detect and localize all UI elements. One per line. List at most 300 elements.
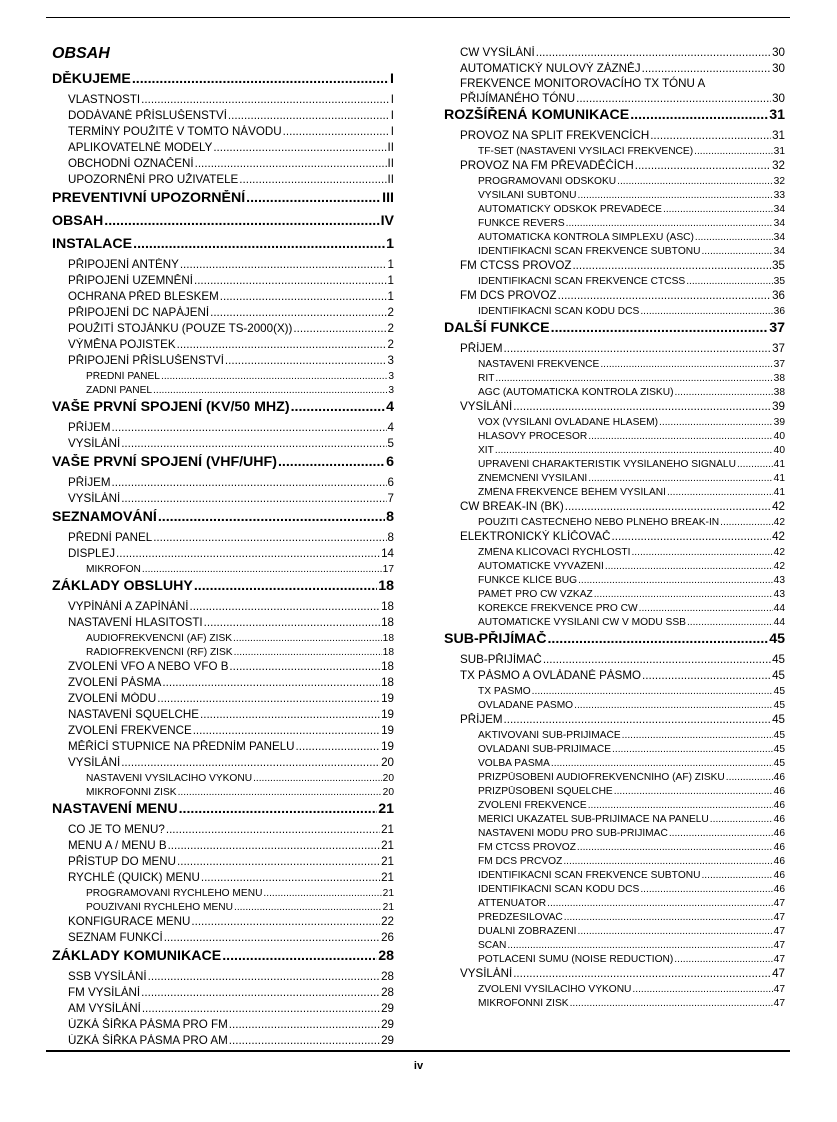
toc-leader-dots [278, 454, 385, 470]
toc-entry-title: FM DCS PRCVOZ [478, 856, 563, 868]
toc-entry-automaticky-odskok-prevadece[interactable] [444, 204, 785, 215]
toc-leader-dots [296, 740, 381, 753]
toc-leader-dots [565, 500, 771, 513]
toc-entry-title: AM VYSÍLÁNÍ [68, 1001, 141, 1015]
toc-leader-dots [612, 530, 772, 543]
toc-leader-dots [191, 915, 380, 928]
toc-entry-dodavane-prislusenstvi[interactable] [52, 109, 394, 122]
toc-page-number: 21 [381, 870, 394, 884]
toc-leader-dots [630, 107, 768, 123]
toc-leader-dots [180, 258, 387, 271]
toc-entry-znemcneni-vysilani[interactable] [444, 473, 785, 484]
toc-leader-dots [642, 669, 771, 682]
toc-entry-aktivovani-sub-prijimace[interactable] [444, 730, 785, 741]
toc-leader-dots [133, 236, 385, 252]
toc-page-number: 34 [773, 204, 785, 216]
toc-page-number: 34 [773, 246, 785, 258]
toc-entry-title: FUNKCE KLÍČE BUG [478, 575, 578, 587]
toc-entry-title: VÝMĚNA POJISTEK [68, 337, 176, 351]
toc-entry-title: VOX (VYSÍLÁNÍ OVLÁDANÉ HLASEM) [478, 417, 659, 429]
toc-entry-seznamovani[interactable] [52, 509, 394, 525]
toc-entry-title: ROZŠÍŘENÁ KOMUNIKACE [444, 107, 630, 124]
toc-entry-predzesilovac[interactable] [444, 912, 785, 923]
toc-page-number: 32 [772, 158, 785, 172]
toc-leader-dots [177, 338, 387, 351]
toc-page-number: 41 [773, 459, 785, 471]
toc-entry-title: POTLAČENÍ ŠUMU (NOISE REDUCTION) [478, 954, 674, 966]
toc-entry-korekce-frekvence-pro-cw[interactable] [444, 603, 785, 614]
toc-entry-sub-prijimac[interactable] [444, 631, 785, 647]
toc-entry-title: ÚZKÁ ŠÍŘKA PÁSMA PRO FM [68, 1017, 228, 1031]
toc-leader-dots [253, 773, 382, 784]
toc-entry-pouzivani-rychleho-menu[interactable] [52, 902, 394, 913]
toc-entry-pamet-pro-cw-vzkaz[interactable] [444, 589, 785, 600]
toc-entry-merici-stupnice-na-prednim-panelu[interactable] [52, 740, 394, 753]
toc-entry-am-vysilani[interactable] [52, 1002, 394, 1015]
toc-entry-obsah[interactable] [52, 213, 394, 229]
toc-page-number: 38 [773, 373, 785, 385]
toc-leader-dots [667, 487, 773, 498]
toc-entry-nastaveni-vysilaciho-vykonu[interactable] [52, 773, 394, 784]
toc-leader-dots [578, 190, 773, 201]
toc-entry-title: AUTOMATICKÝ ODSKOK PŘEVADĚČE [478, 204, 662, 216]
toc-page-number: 14 [381, 546, 394, 560]
toc-entry-nastaveni-frekvence[interactable] [444, 359, 785, 370]
toc-page-number: 46 [773, 828, 785, 840]
toc-leader-dots [164, 931, 380, 944]
toc-leader-dots [222, 948, 377, 964]
toc-leader-dots [594, 589, 773, 600]
toc-leader-dots [200, 708, 380, 721]
toc-entry-identifikacni-scan-frekvence-subtonu[interactable] [444, 246, 785, 257]
page-number: iv [413, 1060, 424, 1072]
toc-entry-identifikacni-scan-frekvence-ctcss[interactable] [444, 276, 785, 287]
toc-entry-frekvence-monitorovaciho-tx-tonu-a[interactable] [444, 77, 785, 106]
toc-page-number: 41 [773, 487, 785, 499]
toc-page-number: III [382, 190, 394, 207]
toc-leader-dots [229, 1018, 380, 1031]
toc-leader-dots [536, 46, 771, 59]
toc-entry-fm-ctcss-provoz[interactable] [444, 842, 785, 853]
toc-entry-title: MIKROFON [86, 564, 141, 576]
toc-entry-automaticke-vyvazeni[interactable] [444, 561, 785, 572]
toc-entry-title: DODÁVANÉ PŘÍSLUŠENSTVÍ [68, 108, 227, 122]
toc-page-number: 42 [773, 517, 785, 529]
toc-entry-dalsi-funkce[interactable] [444, 320, 785, 336]
toc-entry-scan[interactable] [444, 940, 785, 951]
toc-page-number: 46 [773, 884, 785, 896]
toc-entry-prizpusobeni-squelche[interactable] [444, 786, 785, 797]
toc-entry-vypinani-a-zapinani[interactable] [52, 600, 394, 613]
toc-entry-predni-panel[interactable] [52, 531, 394, 544]
toc-page-number: 47 [773, 912, 785, 924]
toc-entry-automaticky-nulovy-zaznej[interactable] [444, 62, 785, 75]
toc-entry-automaticke-vysilani-cw-v-modu-ssb[interactable] [444, 617, 785, 628]
toc-entry-pripojeni-uzemneni[interactable] [52, 274, 394, 287]
toc-entry-nastaveni-menu[interactable] [52, 801, 394, 817]
toc-entry-prizpusobeni-audiofrekvencniho-af-zisku[interactable] [444, 772, 785, 783]
toc-page-number: 1 [387, 289, 394, 303]
toc-page-number: 35 [773, 276, 785, 288]
toc-entry-preventivni-upozorneni[interactable] [52, 190, 394, 206]
toc-leader-dots [246, 190, 381, 206]
toc-entry-title: AUTOMATICKÁ KONTROLA SIMPLEXU (ASC) [478, 232, 694, 244]
toc-entry-zvoleni-pasma[interactable] [52, 676, 394, 689]
toc-leader-dots [640, 884, 772, 895]
toc-page-number: 8 [387, 530, 394, 544]
toc-entry-pouziti-castecneho-nebo-plneho-break-in[interactable] [444, 517, 785, 528]
toc-entry-title: MIKROFONNÍ ZISK [86, 787, 177, 799]
toc-entry-hlasovy-procesor[interactable] [444, 431, 785, 442]
toc-leader-dots [720, 517, 773, 528]
toc-entry-fm-vysilani[interactable] [52, 986, 394, 999]
toc-page-number: 42 [773, 547, 785, 559]
toc-leader-dots [229, 1034, 380, 1047]
toc-entry-cw-break-in-bk[interactable] [444, 500, 785, 513]
toc-entry-title: PŘIPOJENÍ DC NAPÁJENÍ [68, 305, 210, 319]
toc-entry-title: SUB-PŘIJÍMAČ [444, 631, 547, 648]
toc-entry-title: AUTOMATICKÉ VYVÁŽENÍ [478, 561, 604, 573]
toc-entry-title: ZVOLENÍ FREKVENCE [68, 723, 192, 737]
toc-entry-title: RADIOFREKVENČNÍ (RF) ZISK [86, 647, 233, 659]
toc-entry-dekujeme[interactable] [52, 71, 394, 87]
toc-entry-identifikacni-scan-kodu-dcs[interactable] [444, 884, 785, 895]
toc-leader-dots [234, 902, 382, 913]
toc-entry-title: ZVOLENÍ FREKVENCE [478, 800, 587, 812]
toc-entry-provoz-na-fm-prevadecich[interactable] [444, 159, 785, 172]
toc-page-number: 46 [773, 800, 785, 812]
toc-page-number: 20 [382, 773, 394, 785]
toc-entry-zvoleni-frekvence[interactable] [52, 724, 394, 737]
toc-entry-fm-dcs-prcvoz[interactable] [444, 856, 785, 867]
top-rule [46, 17, 790, 18]
toc-entry-nastaveni-modu-pro-sub-prijimac[interactable] [444, 828, 785, 839]
toc-entry-title: ZVOLENÍ VFO A NEBO VFO B [68, 659, 229, 673]
toc-entry-vysilani-subtonu[interactable] [444, 190, 785, 201]
toc-leader-dots [162, 676, 380, 689]
toc-entry-cw-vysilani[interactable] [444, 46, 785, 59]
toc-entry-zmena-frekvence-behem-vysilani[interactable] [444, 487, 785, 498]
toc-entry-attenuator[interactable] [444, 898, 785, 909]
toc-page-number: 19 [381, 691, 394, 705]
toc-entry-identifikacni-scan-frekvence-subtonu[interactable] [444, 870, 785, 881]
toc-entry-fm-dcs-provoz[interactable] [444, 289, 785, 302]
toc-leader-dots [291, 399, 386, 415]
toc-entry-programovani-odskoku[interactable] [444, 176, 785, 187]
toc-entry-title: MĚŘÍCÍ UKAZATEL SUB-PŘIJÍMAČE NA PANELU [478, 814, 709, 826]
toc-page-number: 47 [773, 998, 785, 1010]
toc-entry-displej[interactable] [52, 547, 394, 560]
toc-entry-rychle-quick-menu[interactable] [52, 871, 394, 884]
toc-entry-upraveni-charakteristik-vysilaneho-signalu[interactable] [444, 459, 785, 470]
toc-leader-dots [572, 259, 771, 272]
toc-page-number: 42 [773, 561, 785, 573]
toc-entry-title: VYSÍLÁNÍ SUBTÓNU [478, 190, 577, 202]
toc-entry-vase-prvni-spojeni-vhf-uhf[interactable] [52, 454, 394, 470]
toc-entry-title: ZMĚNA FREKVENCE BĚHEM VYSÍLÁNÍ [478, 487, 666, 499]
toc-entry-dualni-zobrazeni[interactable] [444, 926, 785, 937]
toc-entry-konfigurace-menu[interactable] [52, 915, 394, 928]
toc-page-number: 46 [773, 786, 785, 798]
toc-entry-agc-automaticka-kontrola-zisku[interactable] [444, 387, 785, 398]
toc-entry-tf-set-nastaveni-vysilaci-frekvence[interactable] [444, 146, 785, 157]
toc-entry-programovani-rychleho-menu[interactable] [52, 888, 394, 899]
toc-leader-dots [158, 509, 385, 525]
toc-entry-vysilani[interactable] [52, 492, 394, 505]
toc-page-number: 21 [381, 822, 394, 836]
toc-leader-dots [588, 473, 772, 484]
toc-entry-upozorneni-pro-uzivatele[interactable] [52, 173, 394, 186]
toc-entry-zvoleni-modu[interactable] [52, 692, 394, 705]
toc-entry-ochrana-pred-bleskem[interactable] [52, 290, 394, 303]
toc-leader-dots [669, 828, 773, 839]
toc-entry-audiofrekvencni-af-zisk[interactable] [52, 633, 394, 644]
toc-entry-title: FM CTCSS PROVOZ [460, 258, 572, 272]
toc-leader-dots [687, 617, 773, 628]
toc-entry-uzka-sirka-pasma-pro-fm[interactable] [52, 1018, 394, 1031]
toc-page-number: 45 [773, 758, 785, 770]
toc-entry-co-je-to-menu[interactable] [52, 823, 394, 836]
toc-page-number: 7 [387, 491, 394, 505]
toc-entry-title: VYSÍLÁNÍ [68, 491, 121, 505]
toc-entry-tx-pasmo-a-ovladane-pasmo[interactable] [444, 669, 785, 682]
toc-page-number: 31 [773, 146, 785, 158]
toc-entry-merici-ukazatel-sub-prijimace-na-panelu[interactable] [444, 814, 785, 825]
toc-page-number: 4 [386, 399, 394, 416]
toc-entry-title: CW BREAK-IN (BK) [460, 499, 564, 513]
toc-page-number: 18 [378, 578, 394, 595]
toc-page-number: 34 [773, 218, 785, 230]
toc-entry-terminy-pouzite-v-tomto-navodu[interactable] [52, 125, 394, 138]
toc-page-number: 3 [388, 371, 394, 383]
toc-entry-title: VYSÍLÁNÍ [68, 436, 121, 450]
toc-leader-dots [233, 633, 382, 644]
toc-entry-pripojeni-prislusenstvi[interactable] [52, 354, 394, 367]
toc-leader-dots [263, 888, 381, 899]
toc-page-number: 3 [388, 385, 394, 397]
toc-leader-dots [632, 984, 772, 995]
toc-entry-title: NASTAVENÍ VYSÍLACÍHO VÝKONU [86, 773, 253, 785]
toc-leader-dots [694, 146, 773, 157]
toc-entry-automaticka-kontrola-simplexu-asc[interactable] [444, 232, 785, 243]
toc-entry-vysilani[interactable] [52, 437, 394, 450]
toc-entry-volba-pasma[interactable] [444, 758, 785, 769]
toc-entry-title: VYSÍLÁNÍ [68, 755, 121, 769]
toc-page-number: 33 [773, 190, 785, 202]
toc-entry-ovladani-sub-prijimace[interactable] [444, 744, 785, 755]
toc-entry-zvoleni-vfo-a-nebo-vfo-b[interactable] [52, 660, 394, 673]
toc-entry-potlaceni-sumu-noise-reduction[interactable] [444, 954, 785, 965]
toc-leader-dots [178, 787, 382, 798]
toc-entry-prijem[interactable] [444, 713, 785, 726]
toc-entry-fm-ctcss-provoz[interactable] [444, 259, 785, 272]
toc-entry-provoz-na-split-frekvencich[interactable] [444, 129, 785, 142]
toc-entry-title: PŘEDNÍ PANEL [86, 371, 160, 383]
toc-entry-vox-vysilani-ovladane-hlasem[interactable] [444, 417, 785, 428]
toc-leader-dots [578, 575, 773, 586]
toc-leader-dots [112, 421, 387, 434]
toc-page-number: 32 [773, 176, 785, 188]
toc-entry-mikrofon[interactable] [52, 564, 394, 575]
toc-page-number: IV [380, 213, 394, 230]
toc-leader-dots [193, 724, 380, 737]
toc-entry-title: DUÁLNÍ ZOBRAZENÍ [478, 926, 577, 938]
toc-entry-zvoleni-vysilaciho-vykonu[interactable] [444, 984, 785, 995]
toc-entry-aplikovatelne-modely[interactable] [52, 141, 394, 154]
toc-leader-dots [132, 71, 389, 87]
toc-leader-dots [570, 998, 773, 1009]
toc-page-number: 45 [772, 652, 785, 666]
toc-entry-funkce-klice-bug[interactable] [444, 575, 785, 586]
toc-entry-prijem[interactable] [444, 342, 785, 355]
toc-entry-vysilani[interactable] [444, 400, 785, 413]
toc-entry-mikrofonni-zisk[interactable] [444, 998, 785, 1009]
toc-page-number: 42 [772, 529, 785, 543]
toc-entry-title: NASTAVENÍ HLASITOSTI [68, 615, 203, 629]
toc-entry-vase-prvni-spojeni-kv-50-mhz[interactable] [52, 399, 394, 415]
toc-entry-title: OBSAH [52, 213, 104, 230]
toc-entry-zadni-panel[interactable] [52, 385, 394, 396]
toc-entry-vlastnosti[interactable] [52, 93, 394, 106]
toc-entry-vysilani[interactable] [52, 756, 394, 769]
toc-entry-pristup-do-menu[interactable] [52, 855, 394, 868]
toc-entry-rit[interactable] [444, 373, 785, 384]
toc-entry-mikrofonni-zisk[interactable] [52, 787, 394, 798]
toc-entry-vysilani[interactable] [444, 967, 785, 980]
toc-page-number: 45 [773, 730, 785, 742]
toc-leader-dots [179, 801, 378, 817]
toc-leader-dots [153, 531, 386, 544]
toc-page-number: 30 [772, 91, 785, 105]
toc-entry-title: ZÁKLADY OBSLUHY [52, 578, 193, 595]
toc-entry-title: SSB VYSÍLÁNÍ [68, 969, 147, 983]
toc-leader-dots [234, 647, 382, 658]
toc-page-number: II [387, 156, 394, 170]
toc-entry-zaklady-obsluhy[interactable] [52, 578, 394, 594]
toc-entry-title: CW VYSÍLÁNÍ [460, 46, 535, 60]
toc-entry-title: PŘÍSTUP DO MENU [68, 854, 177, 868]
toc-entry-xit[interactable] [444, 445, 785, 456]
toc-entry-obchodni-oznaceni[interactable] [52, 157, 394, 170]
toc-entry-title: FREKVENCE MONITOROVACÍHO TX TÓNU A [460, 77, 706, 90]
toc-page-number: 19 [381, 707, 394, 721]
toc-leader-dots [642, 62, 772, 75]
toc-entry-title: SEZNAMOVÁNÍ [52, 509, 157, 526]
toc-page-number: 8 [386, 509, 394, 526]
toc-leader-dots [663, 204, 773, 215]
toc-entry-vymena-pojistek[interactable] [52, 338, 394, 351]
toc-entry-nastaveni-squelche[interactable] [52, 708, 394, 721]
toc-leader-dots [566, 218, 773, 229]
toc-entry-rozsirena-komunikace[interactable] [444, 107, 785, 123]
toc-page-number: 19 [381, 739, 394, 753]
toc-leader-dots [631, 547, 772, 558]
toc-page-number: 39 [772, 399, 785, 413]
toc-leader-dots [513, 967, 771, 980]
toc-entry-zmena-klicovaci-rychlosti[interactable] [444, 547, 785, 558]
toc-entry-ssb-vysilani[interactable] [52, 970, 394, 983]
toc-entry-ovladane-pasmo[interactable] [444, 700, 785, 711]
toc-leader-dots [194, 274, 387, 287]
toc-entry-predni-panel[interactable] [52, 371, 394, 382]
toc-page-number: 35 [772, 258, 785, 272]
toc-page-number: 18 [382, 647, 394, 659]
toc-leader-dots [141, 93, 390, 106]
toc-leader-dots [121, 492, 386, 505]
toc-leader-dots [612, 744, 773, 755]
toc-page-number: 21 [381, 854, 394, 868]
toc-entry-title: FUNKCE REVERS [478, 218, 565, 230]
toc-leader-dots [213, 141, 386, 154]
toc-entry-funkce-revers[interactable] [444, 218, 785, 229]
toc-entry-zvoleni-frekvence[interactable] [444, 800, 785, 811]
toc-entry-seznam-funkci[interactable] [52, 931, 394, 944]
toc-page-number: 2 [387, 305, 394, 319]
toc-entry-title: POUŽITÍ STOJÁNKU (POUZE TS-2000(X)) [68, 321, 293, 335]
toc-leader-dots [177, 855, 380, 868]
toc-entry-tx-pasmo[interactable] [444, 686, 785, 697]
toc-leader-dots [141, 986, 380, 999]
toc-entry-menu-a-menu-b[interactable] [52, 839, 394, 852]
toc-leader-dots [225, 354, 387, 367]
toc-entry-title: RYCHLÉ (QUICK) MENU [68, 870, 200, 884]
toc-entry-radiofrekvencni-rf-zisk[interactable] [52, 647, 394, 658]
toc-entry-prijem[interactable] [52, 421, 394, 434]
toc-leader-dots [578, 926, 773, 937]
toc-entry-uzka-sirka-pasma-pro-am[interactable] [52, 1034, 394, 1047]
toc-leader-dots [701, 246, 772, 257]
toc-page-number: 6 [387, 475, 394, 489]
toc-entry-zaklady-komunikace[interactable] [52, 948, 394, 964]
toc-page-number: 45 [769, 631, 785, 648]
toc-entry-title: FM CTCSS PROVOZ [478, 842, 576, 854]
toc-page-number: 28 [378, 948, 394, 965]
toc-entry-pripojeni-dc-napajeni[interactable] [52, 306, 394, 319]
toc-entry-title: NASTAVENÍ FREKVENCE [478, 359, 600, 371]
toc-page-number: 45 [772, 668, 785, 682]
toc-leader-dots [210, 306, 386, 319]
toc-entry-sub-prijimac[interactable] [444, 653, 785, 666]
toc-entry-title: VAŠE PRVNÍ SPOJENÍ (KV/50 MHZ) [52, 399, 290, 416]
toc-entry-nastaveni-hlasitosti[interactable] [52, 616, 394, 629]
toc-entry-title: NASTAVENÍ SQUELCHE [68, 707, 199, 721]
toc-page-number: 37 [772, 341, 785, 355]
toc-page-number: I [390, 71, 394, 88]
toc-page-number: 21 [378, 801, 394, 818]
toc-page-number: 21 [382, 888, 394, 900]
toc-entry-title: ZÁKLADY KOMUNIKACE [52, 948, 222, 965]
toc-entry-identifikacni-scan-kodu-dcs[interactable] [444, 306, 785, 317]
toc-leader-dots [121, 756, 380, 769]
toc-entry-pripojeni-anteny[interactable] [52, 258, 394, 271]
toc-page-number: 36 [773, 306, 785, 318]
toc-entry-pouziti-stojanku-pouze-ts-2000-x[interactable] [52, 322, 394, 335]
toc-entry-title: VYSÍLÁNÍ [460, 399, 513, 413]
toc-page-number: 18 [382, 633, 394, 645]
toc-page-number: 37 [773, 359, 785, 371]
toc-page-number: 45 [773, 686, 785, 698]
toc-leader-dots [532, 686, 773, 697]
toc-entry-title: SCAN [478, 940, 507, 952]
toc-entry-title: PŘEDNÍ PANEL [68, 530, 153, 544]
toc-entry-prijem[interactable] [52, 476, 394, 489]
toc-leader-dots [168, 839, 381, 852]
toc-entry-title: PROVOZ NA SPLIT FREKVENCÍCH [460, 128, 650, 142]
toc-entry-instalace[interactable] [52, 236, 394, 252]
toc-entry-elektronicky-klicovac[interactable] [444, 530, 785, 543]
toc-page-number: 22 [381, 914, 394, 928]
toc-entry-title: PŘÍJEM [68, 475, 111, 489]
